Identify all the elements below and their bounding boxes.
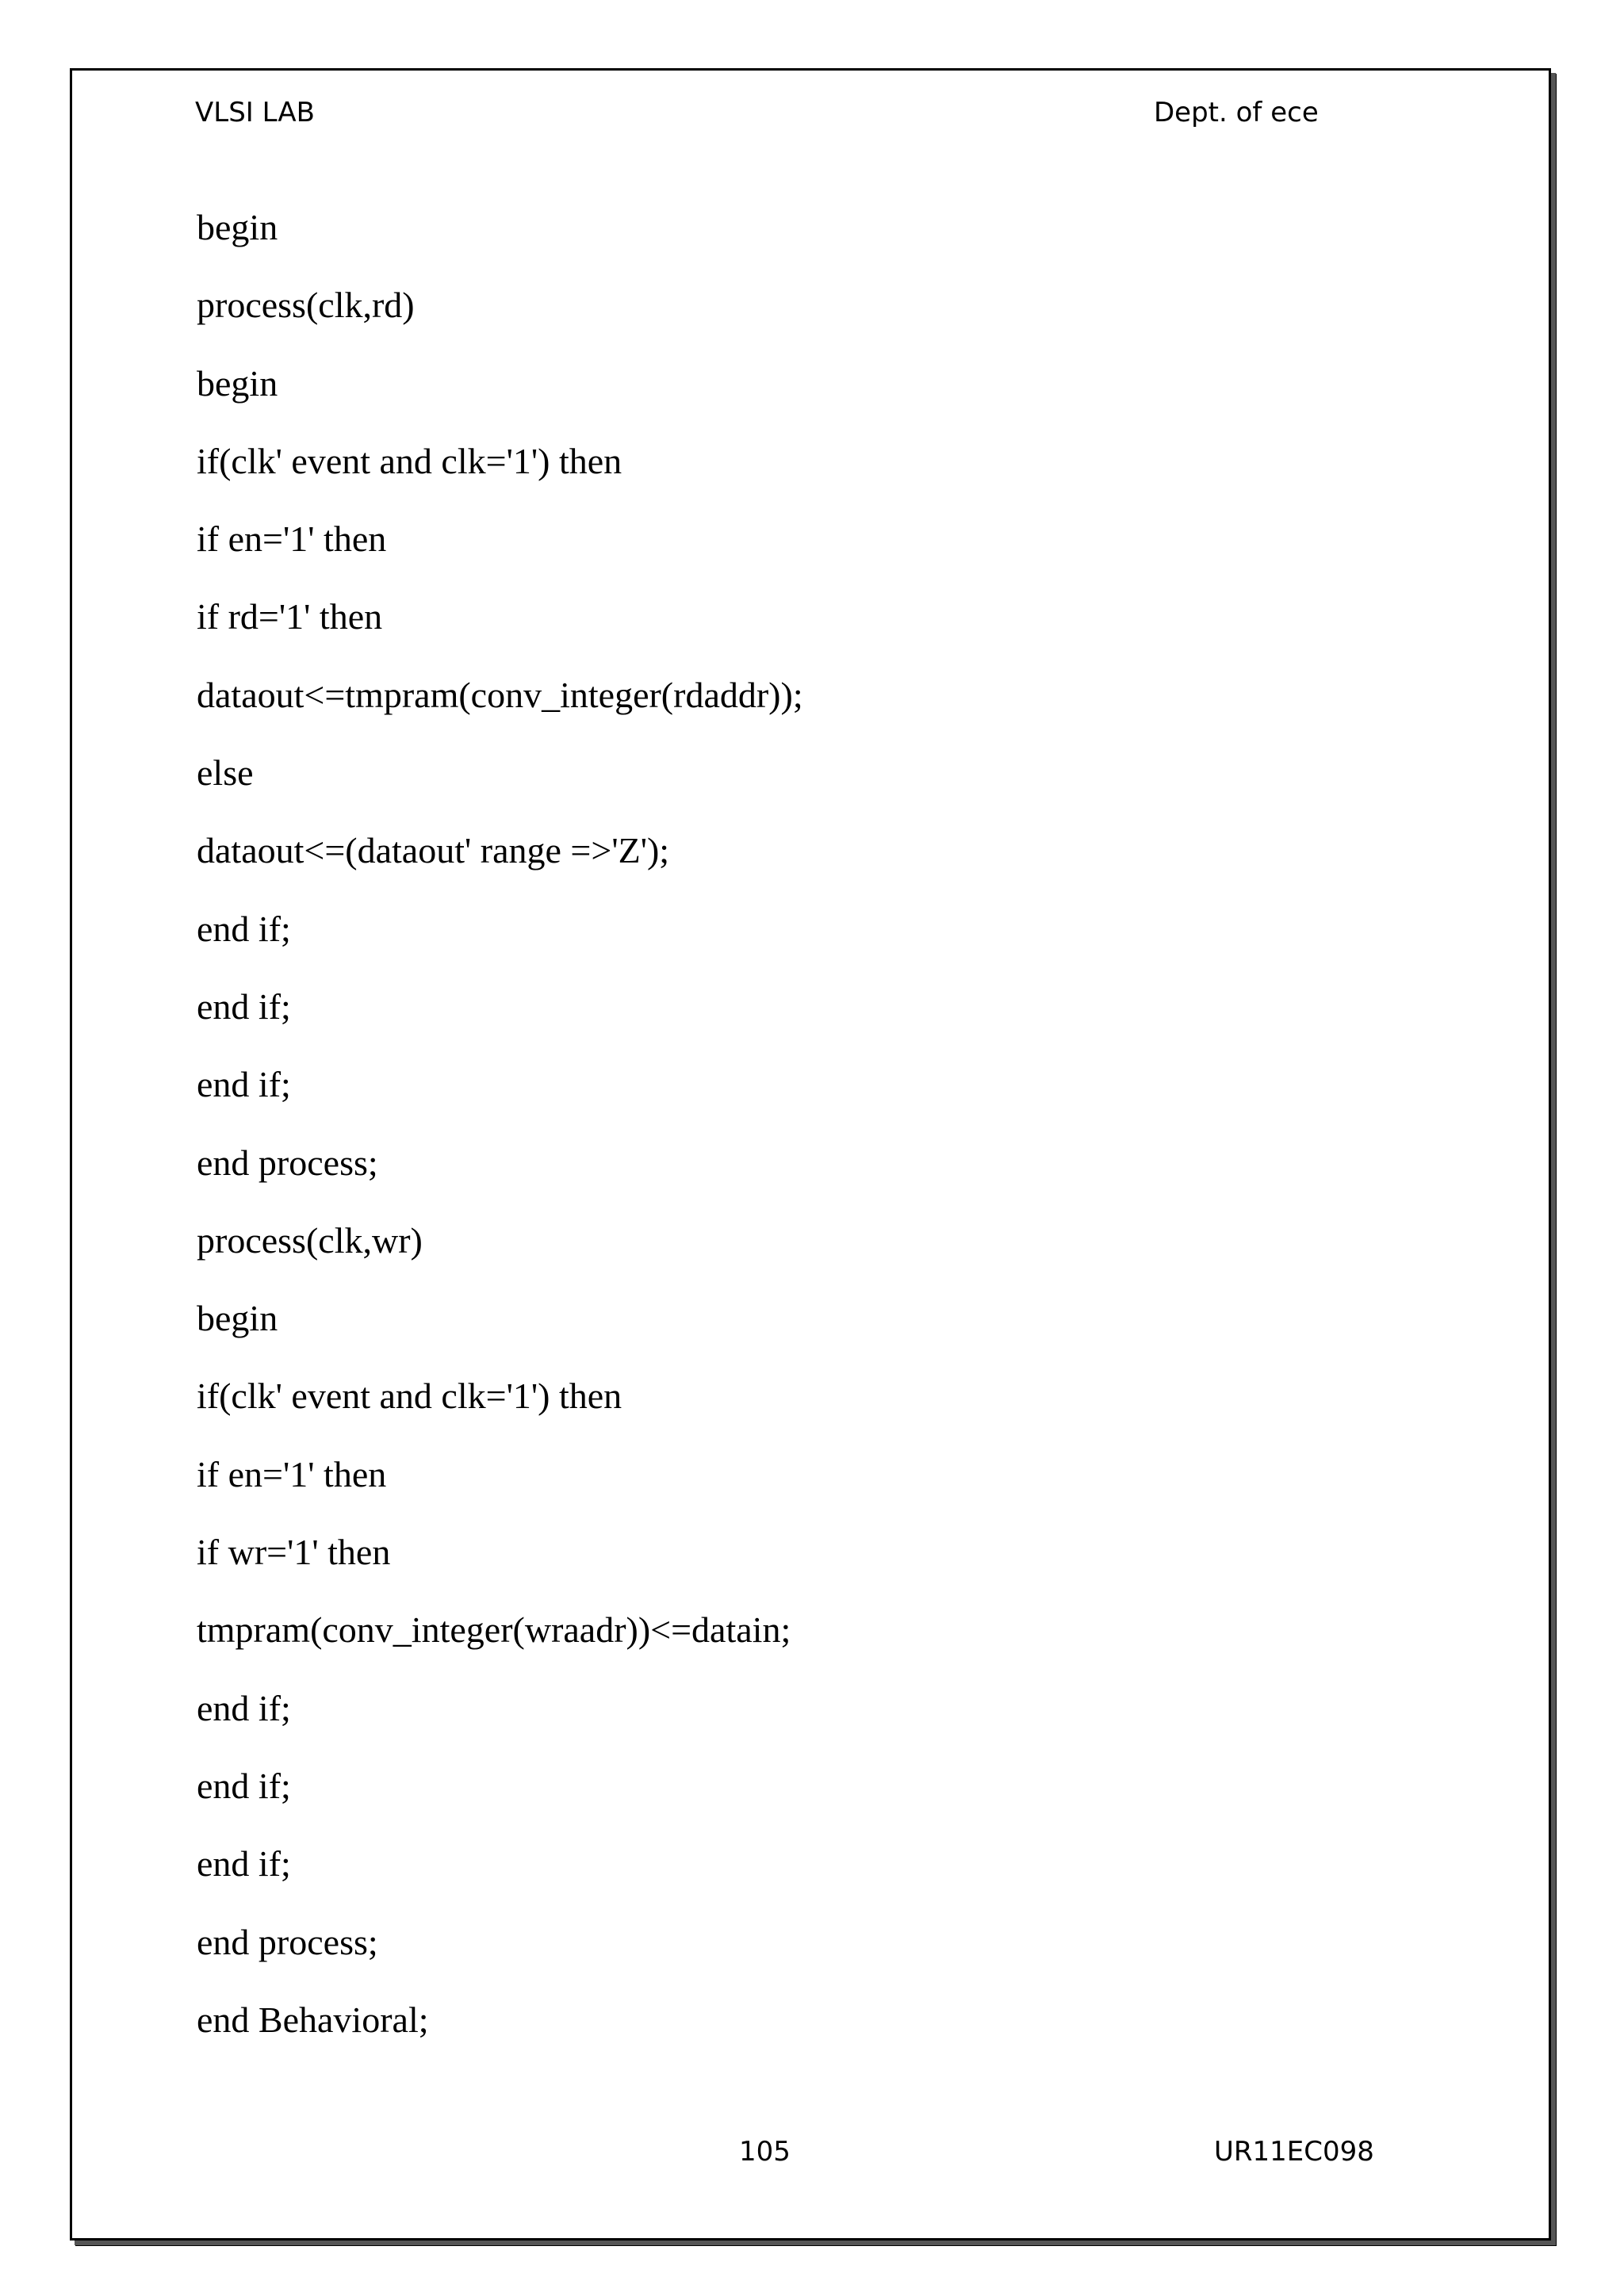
code-line: if rd='1' then <box>197 596 383 637</box>
code-line: end process; <box>197 1142 378 1183</box>
code-line: begin <box>197 1298 278 1339</box>
header-department: Dept. of ece <box>1154 97 1319 128</box>
code-line: if en='1' then <box>197 1453 387 1494</box>
code-line: dataout<=tmpram(conv_integer(rdaddr)); <box>197 674 803 715</box>
code-line: if wr='1' then <box>197 1532 391 1573</box>
header-lab-title: VLSI LAB <box>195 97 315 128</box>
footer-student-id: UR11EC098 <box>1214 2136 1374 2168</box>
code-line: dataout<=(dataout' range =>'Z'); <box>197 830 670 871</box>
code-line: end if; <box>197 1765 291 1806</box>
code-line: if(clk' event and clk='1') then <box>197 1376 622 1417</box>
code-line: process(clk,rd) <box>197 285 415 326</box>
code-line: else <box>197 752 254 794</box>
code-line: begin <box>197 207 278 247</box>
code-line: process(clk,wr) <box>197 1219 423 1261</box>
code-line: if en='1' then <box>197 519 387 560</box>
code-listing <box>197 189 803 2059</box>
code-line: end process; <box>197 1921 378 1962</box>
code-line: end if; <box>197 1064 291 1105</box>
code-line: end Behavioral; <box>197 1999 429 2040</box>
code-line: if(clk' event and clk='1') then <box>197 440 622 481</box>
code-line: end if; <box>197 1843 291 1885</box>
code-line: end if; <box>197 985 291 1027</box>
code-line: begin <box>197 362 278 404</box>
footer-page-number: 105 <box>739 2136 791 2168</box>
code-line: tmpram(conv_integer(wraadr))<=datain; <box>197 1609 791 1651</box>
code-line: end if; <box>197 1687 291 1728</box>
code-line: end if; <box>197 908 291 949</box>
